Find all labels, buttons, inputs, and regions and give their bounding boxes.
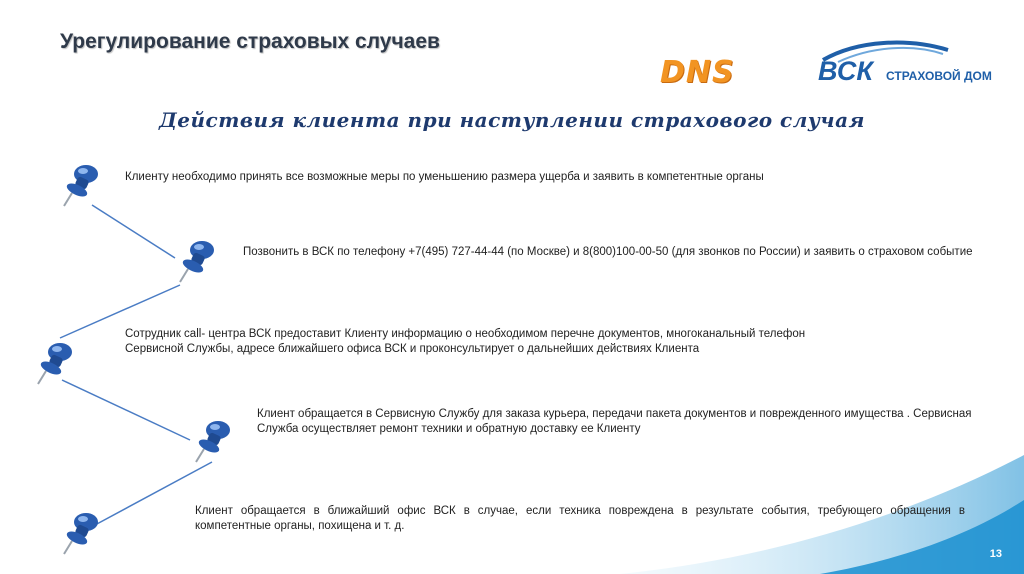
step-3-text: Сотрудник call- центра ВСК предоставит Клиенту информацию о необходимом перечне документов, многоканальный телефон Сервисной Службы, адресе ближайшего офиса ВСК и проконсультирует о дальнейших действиях Клиента <box>125 328 806 355</box>
pushpin-icon <box>60 508 104 556</box>
pushpin-icon <box>60 160 104 208</box>
section-subtitle: Действия клиента при наступлении страхового случая <box>159 108 865 132</box>
step-5-text: Клиент обращается в ближайший офис ВСК в случае, если техника повреждена в результате события, требующего обращения в компетентные органы, похищена и т. д. <box>195 505 965 532</box>
page-number: 13 <box>989 548 1002 560</box>
step-2-text: Позвонить в ВСК по телефону +7(495) 727-44-44 (по Москве) и 8(800)100-00-50 (для звонков по России) и заявить о страховом событие <box>243 246 973 258</box>
step-4-text: Клиент обращается в Сервисную Службу для заказа курьера, передачи пакета документов и поврежденного имущества . Сервисная Служба осуществляет ремонт техники и обратную доставку ее Клиенту <box>257 408 972 435</box>
pushpin-icon <box>34 338 78 386</box>
dns-logo: DNS <box>660 55 735 90</box>
page-title: Урегулирование страховых случаев <box>60 30 440 53</box>
step-1-text: Клиенту необходимо принять все возможные меры по уменьшению размера ущерба и заявить в компетентные органы <box>125 171 764 183</box>
vsk-logo-text: ВСК <box>818 56 873 86</box>
pushpin-icon <box>176 236 220 284</box>
connector-3-4 <box>62 380 190 440</box>
pushpin-icon <box>192 416 236 464</box>
connector-1-2 <box>92 205 175 258</box>
vsk-logo-subtext: СТРАХОВОЙ ДОМ <box>886 69 992 83</box>
